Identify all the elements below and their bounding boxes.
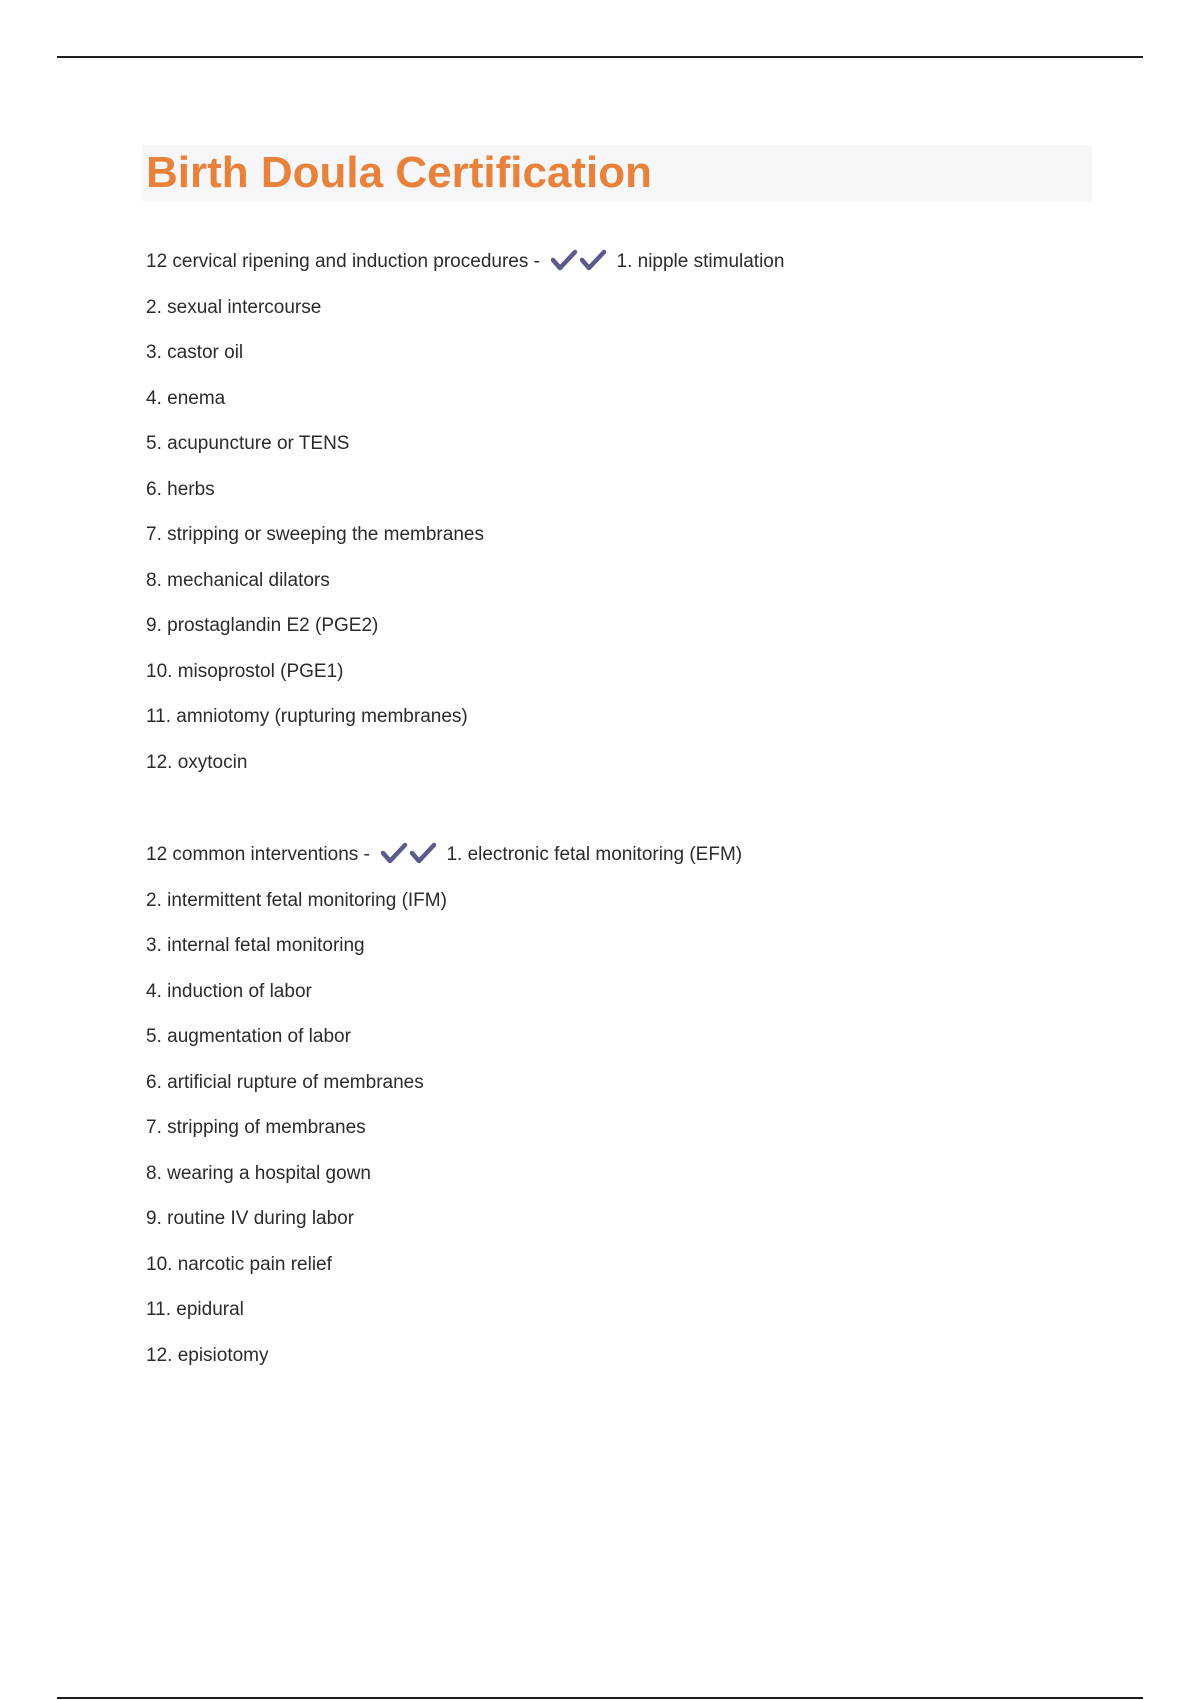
list-item: 5. acupuncture or TENS <box>146 433 350 454</box>
list-item: 7. stripping or sweeping the membranes <box>146 524 484 545</box>
list-item: 4. enema <box>146 387 226 409</box>
answer-first-item: 1. nipple stimulation <box>616 251 785 272</box>
list-item: 6. artificial rupture of membranes <box>146 1071 424 1093</box>
list-item: 9. prostaglandin E2 (PGE2) <box>146 615 379 636</box>
list-item: 4. induction of labor <box>146 980 312 1002</box>
list-item: 10. misoprostol (PGE1) <box>146 660 344 682</box>
list-item: 10. narcotic pain relief <box>146 1253 332 1275</box>
list-item: 8. wearing a hospital gown <box>146 1162 371 1184</box>
list-item: 9. routine IV during labor <box>146 1208 355 1229</box>
list-item: 11. amniotomy (rupturing membranes) <box>146 706 468 727</box>
double-check-icon <box>551 248 607 284</box>
question-line <box>146 244 784 290</box>
question-line <box>146 837 742 883</box>
list-item: 12. episiotomy <box>146 1344 269 1366</box>
bottom-rule <box>57 1697 1143 1699</box>
page-title: Birth Doula Certification <box>146 148 653 197</box>
list-item: 8. mechanical dilators <box>146 569 330 591</box>
question-text: 12 common interventions - <box>146 844 370 865</box>
list-item: 3. internal fetal monitoring <box>146 935 365 956</box>
list-item: 2. intermittent fetal monitoring (IFM) <box>146 889 447 911</box>
double-check-icon <box>381 841 437 877</box>
list-item: 5. augmentation of labor <box>146 1026 351 1047</box>
answer-first-item: 1. electronic fetal monitoring (EFM) <box>446 844 743 865</box>
list-item: 2. sexual intercourse <box>146 296 322 318</box>
top-rule <box>57 56 1143 58</box>
flashcard-common-interventions <box>146 837 742 1383</box>
list-item: 12. oxytocin <box>146 751 248 773</box>
flashcard-cervical-ripening <box>146 244 784 790</box>
question-text: 12 cervical ripening and induction procedures - <box>146 251 540 272</box>
list-item: 6. herbs <box>146 478 215 500</box>
list-item: 7. stripping of membranes <box>146 1117 366 1138</box>
list-item: 11. epidural <box>146 1299 244 1320</box>
list-item: 3. castor oil <box>146 342 244 363</box>
